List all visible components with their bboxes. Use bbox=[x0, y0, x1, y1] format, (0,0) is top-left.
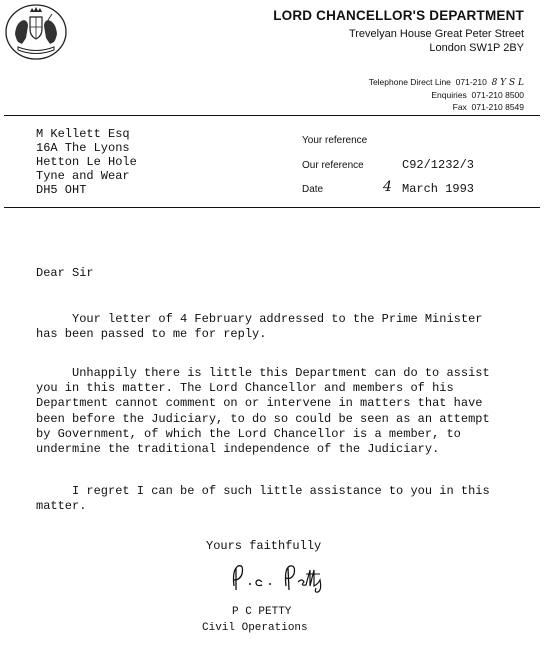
enquiries-label: Enquiries bbox=[431, 90, 467, 100]
recipient-line: Tyne and Wear bbox=[36, 169, 130, 183]
recipient-address bbox=[36, 127, 137, 197]
our-reference-value: C92/1232/3 bbox=[402, 158, 475, 172]
signatory-role: Civil Operations bbox=[202, 622, 308, 634]
date-label: Date bbox=[302, 184, 324, 195]
our-reference-label: Our reference bbox=[302, 160, 364, 171]
telephone-direct-value: 071-210 bbox=[455, 77, 487, 87]
handwritten-signature-icon bbox=[228, 560, 338, 596]
recipient-line: DH5 OHT bbox=[36, 183, 87, 197]
telephone-direct-extension: 8 Y S L bbox=[491, 78, 524, 88]
telephone-direct-label: Telephone Direct Line bbox=[368, 77, 451, 87]
recipient-line: 16A The Lyons bbox=[36, 141, 130, 155]
paragraph-3: I regret I can be of such little assistance to you in this matter. bbox=[36, 484, 490, 514]
paragraph-1: Your letter of 4 February addressed to the Prime Minister has been passed to me for reply. bbox=[36, 312, 483, 342]
your-reference-label: Your reference bbox=[302, 135, 368, 146]
recipient-line: Hetton Le Hole bbox=[36, 155, 137, 169]
fax-label: Fax bbox=[452, 102, 467, 112]
salutation: Dear Sir bbox=[36, 266, 94, 280]
address-line-1: Trevelyan House Great Peter Street bbox=[348, 28, 524, 40]
enquiries-line bbox=[431, 90, 524, 100]
enquiries-value: 071-210 8500 bbox=[471, 90, 524, 100]
telephone-direct-line bbox=[369, 77, 524, 88]
fax-line bbox=[453, 102, 524, 112]
date-day-handwritten: 4 bbox=[383, 179, 392, 195]
recipient-line: M Kellett Esq bbox=[36, 127, 130, 141]
closing: Yours faithfully bbox=[206, 539, 322, 553]
paragraph-2: Unhappily there is little this Department can do to assist you in this matter. The Lord Chancellor and members of his Department cannot comment on or intervene in matters that have been before the Judiciary, to do so could be seen as an attempt by Government, of which the Lord Chancellor is a member, to undermine the traditional independence of the Judiciary. bbox=[36, 366, 490, 457]
fax-value: 071-210 8549 bbox=[471, 102, 524, 112]
royal-coat-of-arms-icon bbox=[4, 2, 68, 62]
header-divider bbox=[4, 115, 540, 116]
address-line-2: London SW1P 2BY bbox=[429, 42, 524, 54]
signatory-name: P C PETTY bbox=[232, 606, 292, 618]
address-divider bbox=[4, 207, 540, 208]
department-name: LORD CHANCELLOR'S DEPARTMENT bbox=[273, 8, 524, 23]
date-value: March 1993 bbox=[402, 182, 475, 196]
